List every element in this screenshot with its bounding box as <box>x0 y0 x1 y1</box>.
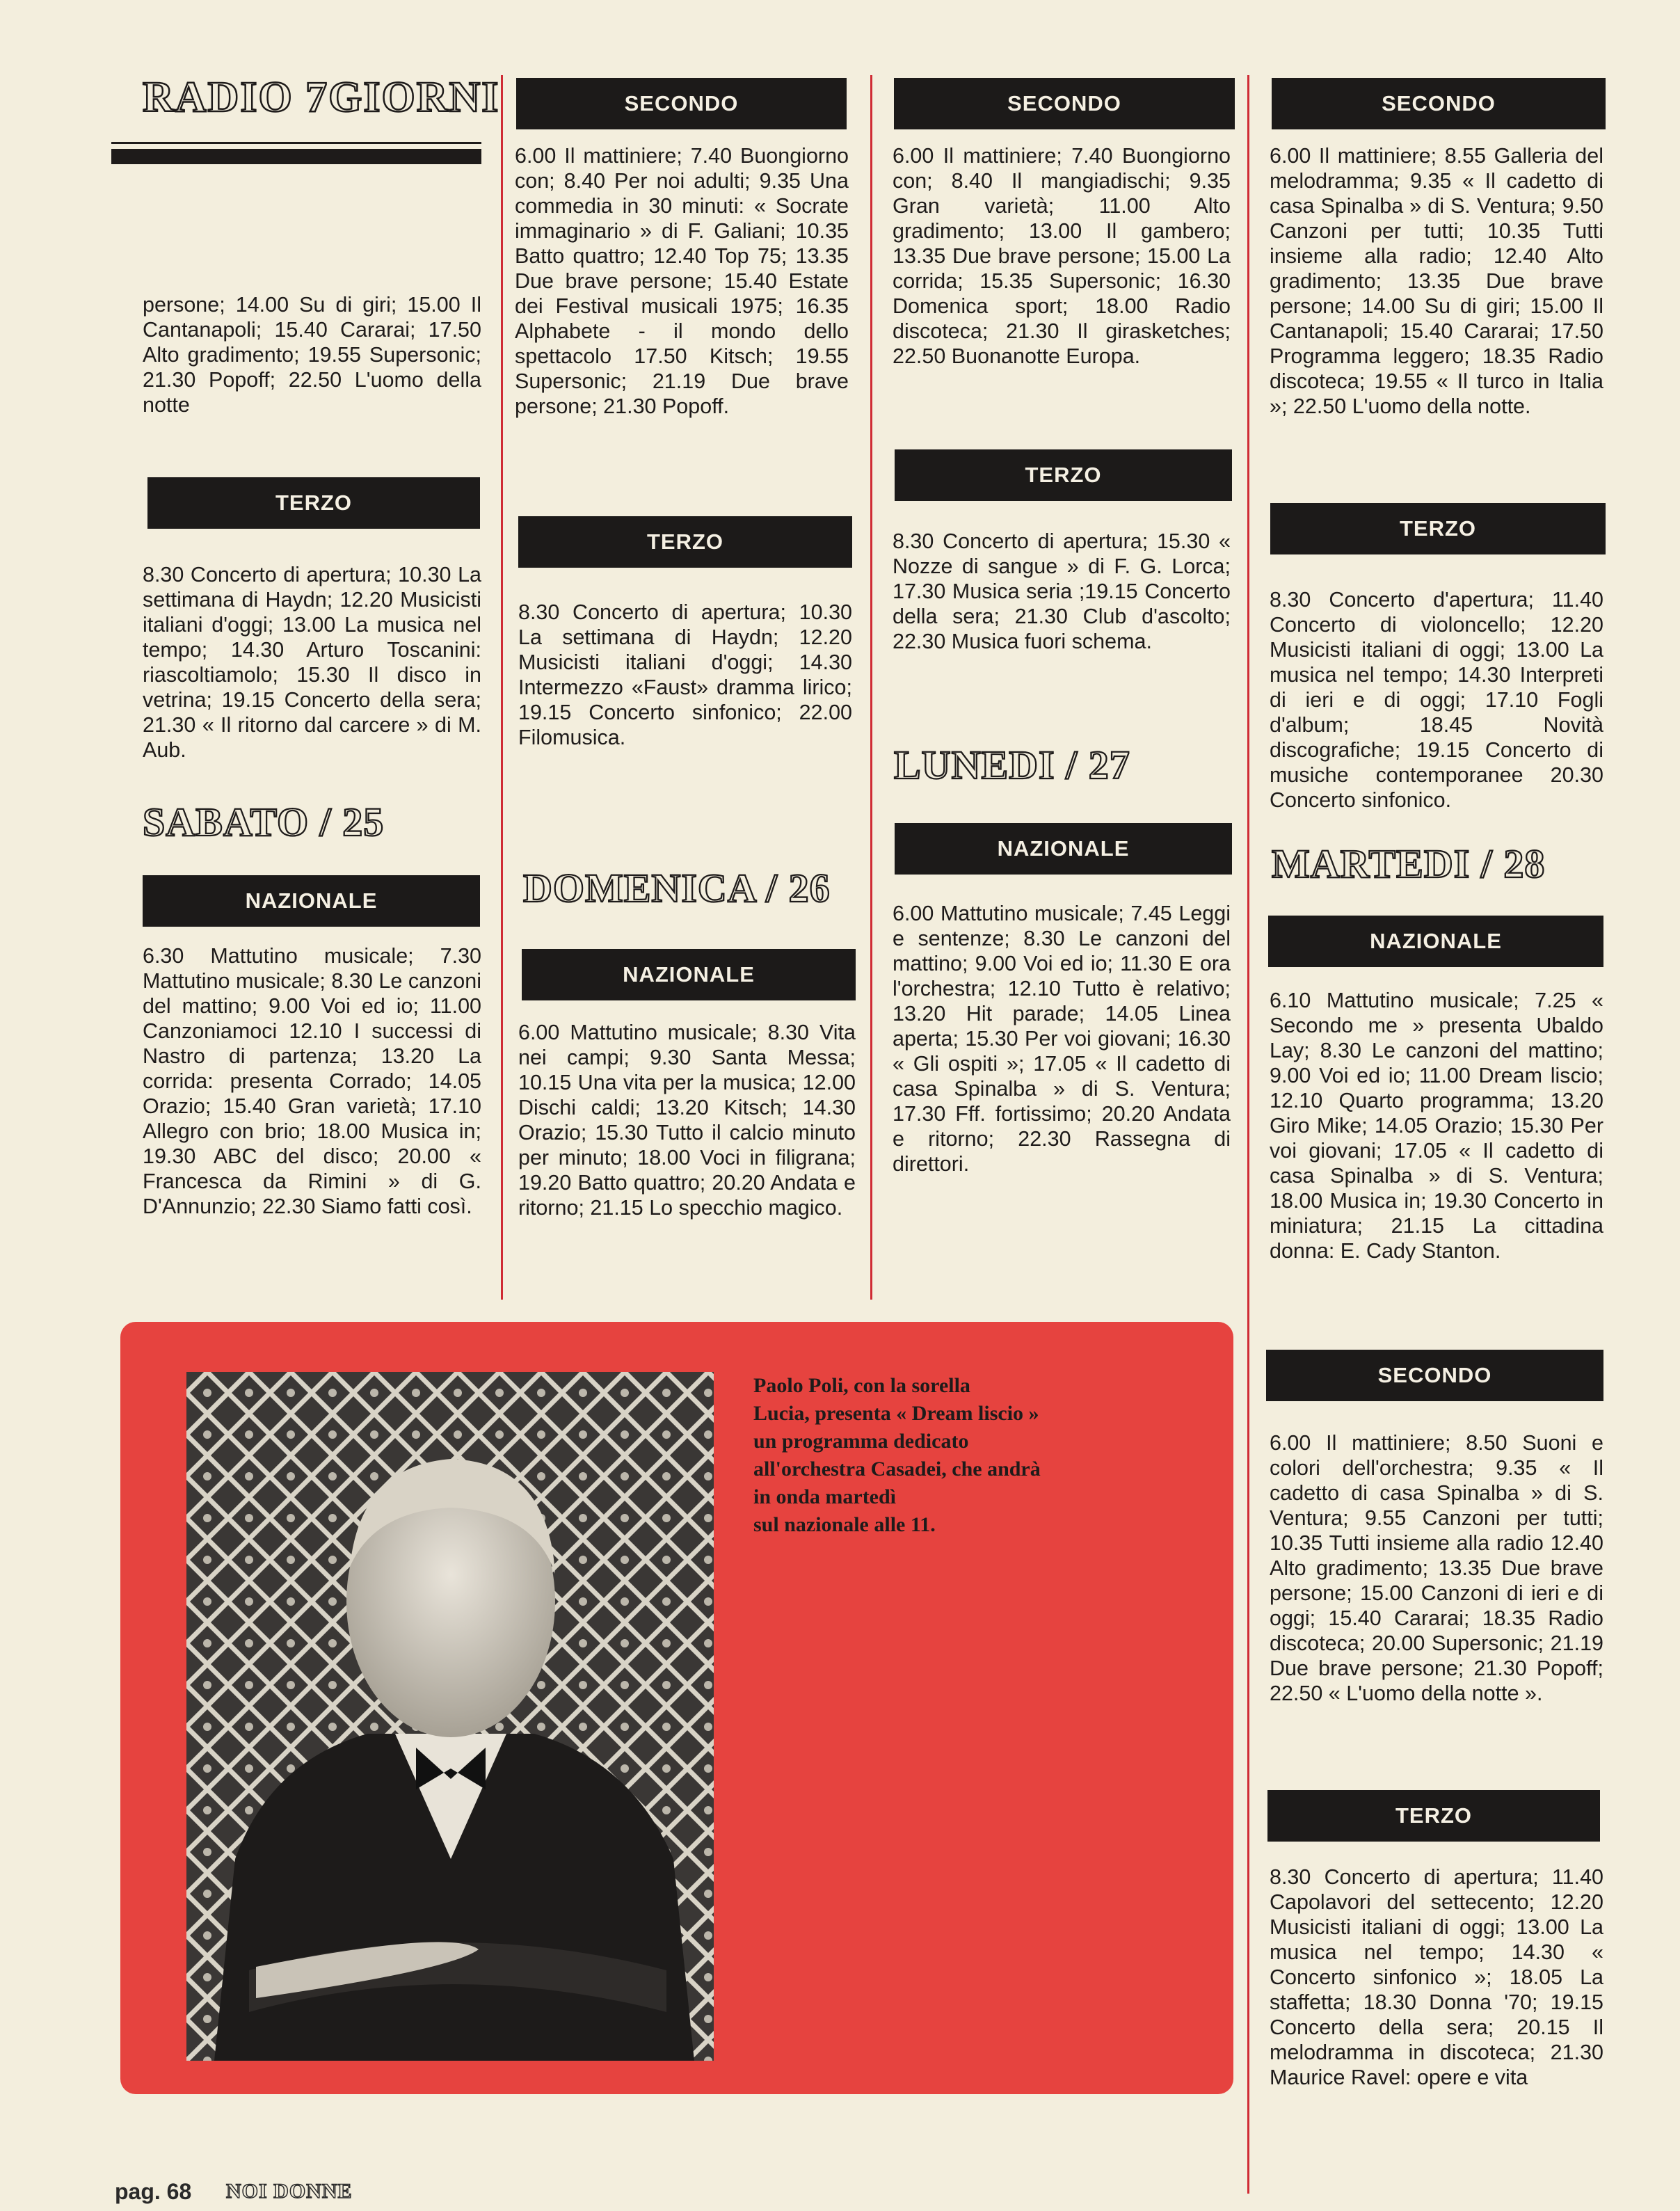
section-header-terzo: TERZO <box>1270 503 1606 554</box>
column-rule <box>1247 75 1249 2194</box>
martedi-nazionale-listing: 6.10 Mattutino musicale; 7.25 « Secondo me » presenta Ubaldo Lay; 8.30 Le canzoni del mattino; 9.00 Voi ed io; 11.00 Dream liscio; 12.10 Quarto programma; 13.20 Giro Mike; 14.05 Orazio; 15.30 Per voi giovani; 17.05 « Il cadetto di casa Spinalba » di S. Ventura; 18.00 Musica in; 19.30 Concerto in miniatura; 21.15 La cittadina donna: E. Cady Stanton. <box>1270 989 1603 1263</box>
caption-line: sul nazionale alle 11. <box>753 1513 936 1536</box>
column-rule <box>870 75 872 1300</box>
masthead-title: RADIO 7GIORNI <box>143 74 500 121</box>
martedi-terzo-listing: 8.30 Concerto di apertura; 11.40 Capolavori del settecento; 12.20 Musicisti italiani di oggi; 13.00 La musica nel tempo; 14.30 « Concerto sinfonico »; 18.05 La staffetta; 18.30 Donna '70; 19.15 Concerto della sera; 20.15 Il melodramma in discoteca; 21.30 Maurice Ravel: opere e vita <box>1270 1865 1603 2089</box>
masthead-rule <box>111 142 481 144</box>
page-number: pag. 68 <box>115 2179 192 2204</box>
day-heading-lunedi: LUNEDI / 27 <box>894 742 1130 788</box>
domenica-nazionale-listing: 6.00 Mattutino musicale; 8.30 Vita nei campi; 9.30 Santa Messa; 10.15 Una vita per la musica; 12.00 Dischi caldi; 13.20 Kitsch; 14.30 Orazio; 15.30 Tutto il calcio minuto per minuto; 18.00 Voci in filigrana; 19.20 Batto quattro; 20.20 Andata e ritorno; 21.15 Lo specchio magico. <box>518 1021 856 1220</box>
domenica-terzo-listing: 8.30 Concerto di apertura; 15.30 « Nozze di sangue » di F. G. Lorca; 17.30 Musica seria ;19.15 Concerto della sera; 21.30 Club d'ascolto; 22.30 Musica fuori schema. <box>893 529 1231 653</box>
section-header-secondo: SECONDO <box>1272 78 1606 129</box>
column-rule <box>501 75 503 1300</box>
caption-line: Paolo Poli, con la sorella <box>753 1374 970 1397</box>
portrait-photo <box>186 1372 714 2061</box>
sabato-secondo-continuation: persone; 14.00 Su di giri; 15.00 Il Cantanapoli; 15.40 Cararai; 17.50 Alto gradimento; 19.55 Supersonic; 21.30 Popoff; 22.50 L'uomo della notte <box>143 293 481 417</box>
caption-line: all'orchestra Casadei, che andrà <box>753 1458 1041 1480</box>
section-header-nazionale: NAZIONALE <box>143 875 480 927</box>
photo-caption <box>753 1372 1129 1539</box>
lunedi-secondo-listing: 6.00 Il mattiniere; 8.55 Galleria del melodramma; 9.35 « Il cadetto di casa Spinalba » di S. Ventura; 9.50 Canzoni per tutti; 10.35 Tutti insieme alla radio; 12.40 Alto gradimento; 13.35 Due brave persone; 14.00 Su di giri; 15.00 Il Cantanapoli; 15.40 Cararai; 17.50 Programma leggero; 18.35 Radio discoteca; 19.55 « Il turco in Italia »; 22.50 L'uomo della notte. <box>1270 144 1603 418</box>
sabato-terzo-listing-2: 8.30 Concerto di apertura; 10.30 La settimana di Haydn; 12.20 Musicisti italiani d'oggi; 14.30 Intermezzo «Faust» dramma lirico; 19.15 Concerto sinfonico; 22.00 Filomusica. <box>518 600 852 749</box>
section-header-secondo: SECONDO <box>894 78 1235 129</box>
domenica-secondo-listing: 6.00 Il mattiniere; 7.40 Buongiorno con; 8.40 Il mangiadischi; 9.35 Gran varietà; 11.00 Alto gradimento; 13.00 Il gambero; 13.35 Due brave persone; 15.00 La corrida; 15.35 Supersonic; 16.30 Domenica sport; 18.00 Radio discoteca; 21.30 Il girasketches; 22.50 Buonanotte Europa. <box>893 144 1231 368</box>
sabato-nazionale-listing: 6.30 Mattutino musicale; 7.30 Mattutino musicale; 8.30 Le canzoni del mattino; 9.00 Voi ed io; 11.00 Canzoniamoci 12.10 I successi di Nastro di partenza; 13.20 La corrida: presenta Corrado; 14.05 Orazio; 15.40 Gran varietà; 17.10 Allegro con brio; 18.00 Musica in; 19.30 ABC del disco; 20.00 « Francesca da Rimini » di G. D'Annunzio; 22.30 Siamo fatti così. <box>143 944 481 1218</box>
section-header-terzo: TERZO <box>147 477 480 529</box>
day-heading-martedi: MARTEDI / 28 <box>1272 841 1546 886</box>
martedi-secondo-listing: 6.00 Il mattiniere; 8.50 Suoni e colori dell'orchestra; 9.35 « Il cadetto di casa Spinalba » di S. Ventura; 9.55 Canzoni per tutti; 10.35 Tutti insieme alla radio 12.40 Alto gradimento; 13.35 Due brave persone; 15.00 Canzoni di ieri e di oggi; 15.40 Cararai; 18.35 Radio discoteca; 20.00 Supersonic; 21.19 Due brave persone; 21.30 Popoff; 22.50 « L'uomo della notte ». <box>1270 1431 1603 1705</box>
section-header-terzo: TERZO <box>895 449 1232 501</box>
sabato-secondo-listing: 6.00 Il mattiniere; 7.40 Buongiorno con; 8.40 Per noi adulti; 9.35 Una commedia in 30 minuti: « Socrate immaginario » di F. Galiani; 10.35 Batto quattro; 12.40 Top 75; 13.35 Due brave persone; 15.40 Estate dei Festival musicali 1975; 16.35 Alphabete - il mondo dello spettacolo 17.50 Kitsch; 19.55 Supersonic; 21.19 Due brave persone; 21.30 Popoff. <box>515 144 849 418</box>
section-header-nazionale: NAZIONALE <box>522 949 856 1000</box>
section-header-terzo: TERZO <box>518 516 852 568</box>
section-header-terzo: TERZO <box>1267 1790 1600 1842</box>
lunedi-terzo-listing: 8.30 Concerto d'apertura; 11.40 Concerto di violoncello; 12.20 Musicisti italiani di oggi; 13.00 La musica nel tempo; 14.30 Interpreti di ieri e di oggi; 17.10 Fogli d'album; 18.45 Novità discografiche; 19.15 Concerto di musiche contemporanee 20.30 Concerto sinfonico. <box>1270 588 1603 812</box>
section-header-nazionale: NAZIONALE <box>1268 916 1603 967</box>
sabato-terzo-listing: 8.30 Concerto di apertura; 10.30 La settimana di Haydn; 12.20 Musicisti italiani d'oggi; 13.00 La musica nel tempo; 14.30 Arturo Toscanini: riascoltiamolo; 15.30 Il disco in vetrina; 19.15 Concerto della sera; 21.30 « Il ritorno dal carcere » di M. Aub. <box>143 563 481 762</box>
day-heading-domenica: DOMENICA / 26 <box>523 865 831 911</box>
section-header-secondo: SECONDO <box>516 78 847 129</box>
magazine-logo: NOI DONNE <box>226 2180 353 2203</box>
caption-line: in onda martedì <box>753 1485 897 1508</box>
masthead-bar <box>111 149 481 164</box>
section-header-secondo: SECONDO <box>1266 1350 1603 1401</box>
lunedi-nazionale-listing: 6.00 Mattutino musicale; 7.45 Leggi e sentenze; 8.30 Le canzoni del mattino; 9.00 Voi ed io; 11.30 E ora l'orchestra; 12.10 Tutto è relativo; 13.20 Hit parade; 14.05 Linea aperta; 15.30 Per voi giovani; 16.30 « Gli ospiti »; 17.05 « Il cadetto di casa Spinalba » di S. Ventura; 17.30 Fff. fortissimo; 20.20 Andata e ritorno; 22.30 Rassegna di direttori. <box>893 902 1231 1176</box>
caption-line: Lucia, presenta « Dream liscio » <box>753 1402 1039 1425</box>
caption-line: un programma dedicato <box>753 1430 969 1453</box>
section-header-nazionale: NAZIONALE <box>895 823 1232 875</box>
day-heading-sabato: SABATO / 25 <box>143 799 385 845</box>
